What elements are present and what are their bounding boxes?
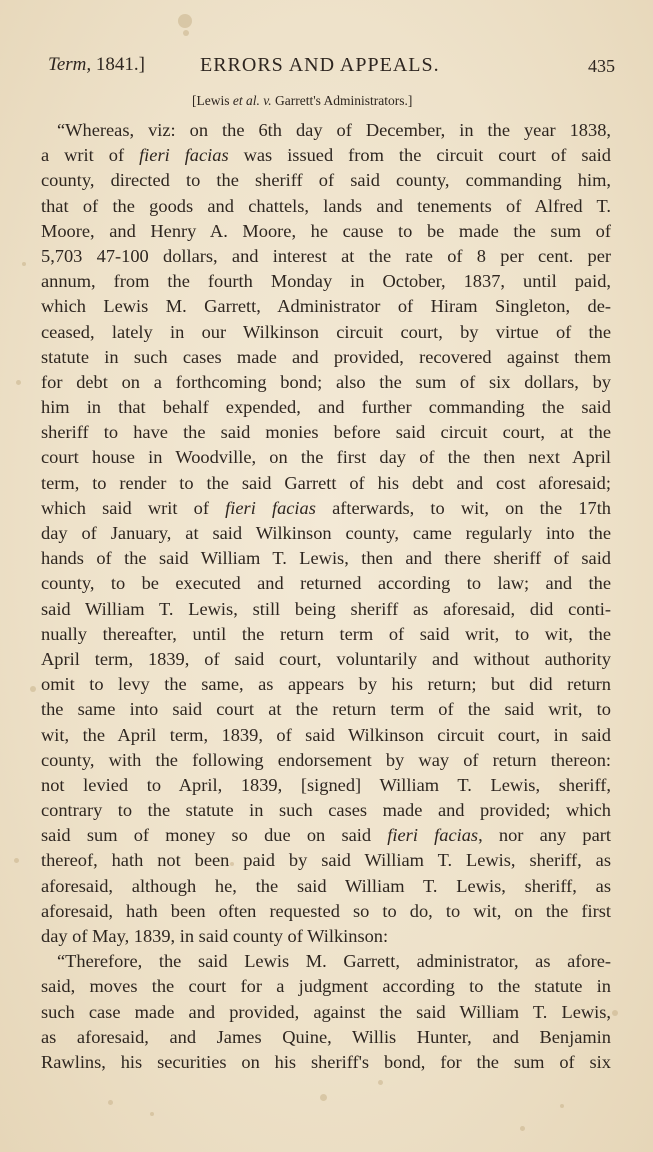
body-text <box>41 118 611 1075</box>
text-line: wit, the April term, 1839, of said Wilkinson circuit court, in said <box>41 724 611 745</box>
foxing-spot <box>178 14 192 28</box>
text-line: that of the goods and chattels, lands and tenements of Alfred T. <box>41 195 611 216</box>
text-line: sheriff to have the said monies before said circuit court, at the <box>41 422 611 443</box>
running-header <box>48 54 615 84</box>
italic-term: fieri facias <box>387 825 479 846</box>
text-line: statute in such cases made and provided, recovered against them <box>41 346 611 367</box>
text-line: day of May, 1839, in said county of Wilkinson: <box>41 926 389 946</box>
foxing-spot <box>520 1126 525 1131</box>
italic-term: fieri facias <box>139 145 229 166</box>
foxing-spot <box>30 686 36 692</box>
text-line: day of January, at said Wilkinson county, came regularly into the <box>41 523 611 543</box>
text-line: said, moves the court for a judgment according to the statute in <box>41 976 611 997</box>
foxing-spot <box>183 30 189 36</box>
text-line: annum, from the fourth Monday in October, 1837, until paid, <box>41 271 611 292</box>
text-line: Moore, and Henry A. Moore, he cause to be made the sum of <box>41 220 611 241</box>
text-line: ceased, lately in our Wilkinson circuit court, by virtue of the <box>41 321 611 342</box>
text-line: 5,703 47-100 dollars, and interest at the rate of 8 per cent. per <box>41 245 611 266</box>
page-number: 435 <box>588 56 615 76</box>
foxing-spot <box>108 1100 113 1105</box>
header-title: ERRORS AND APPEALS. <box>200 54 440 76</box>
text-line: a writ of fieri facias was issued from the circuit court of said <box>41 145 611 166</box>
text-line: as aforesaid, and James Quine, Willis Hunter, and Benjamin <box>41 1026 611 1047</box>
italic-term: fieri facias <box>225 497 316 518</box>
text-line: said sum of money so due on said fieri facias, nor any part <box>41 825 611 846</box>
text-line: April term, 1839, of said court, voluntarily and without authority <box>41 648 611 669</box>
text-line: aforesaid, although he, the said William T. Lewis, sheriff, as <box>41 875 611 896</box>
text-line: county, to be executed and returned according to law; and the <box>41 573 611 594</box>
text-line: nually thereafter, until the return term of said writ, to wit, the <box>41 623 611 644</box>
foxing-spot <box>612 1010 618 1016</box>
text-line: which Lewis M. Garrett, Administrator of Hiram Singleton, de- <box>41 296 611 317</box>
text-line: court house in Woodville, on the first day of the then next April <box>41 447 611 468</box>
text-line: Rawlins, his securities on his sheriff's bond, for the sum of six <box>41 1051 611 1072</box>
foxing-spot <box>14 858 19 863</box>
foxing-spot <box>378 1080 383 1085</box>
text-line: county, with the following endorsement by way of return thereon: <box>41 749 611 770</box>
foxing-spot <box>320 1094 327 1101</box>
text-line: “Therefore, the said Lewis M. Garrett, administrator, as afore- <box>57 951 611 972</box>
text-line: omit to levy the same, as appears by his return; but did return <box>41 674 611 695</box>
text-line: contrary to the statute in such cases made and provided; which <box>41 800 611 821</box>
text-line: such case made and provided, against the said William T. Lewis, <box>41 1001 611 1022</box>
text-line: “Whereas, viz: on the 6th day of December, in the year 1838, <box>57 120 611 140</box>
foxing-spot <box>16 380 21 385</box>
foxing-spot <box>560 1104 564 1108</box>
foxing-spot <box>150 1112 154 1116</box>
text-line: him in that behalf expended, and further commanding the said <box>41 397 611 418</box>
text-line: for debt on a forthcoming bond; also the sum of six dollars, by <box>41 371 611 392</box>
text-line: which said writ of fieri facias afterwards, to wit, on the 17th <box>41 497 612 518</box>
text-line: term, to render to the said Garrett of his debt and cost aforesaid; <box>41 472 611 493</box>
header-term: Term, 1841.] <box>48 54 145 75</box>
text-line: county, directed to the sheriff of said county, commanding him, <box>41 170 611 191</box>
foxing-spot <box>22 262 26 266</box>
text-line: hands of the said William T. Lewis, then and there sheriff of said <box>41 548 611 569</box>
text-line: the same into said court at the return term of the said writ, to <box>41 699 611 720</box>
case-citation: [Lewis et al. v. Garrett's Administrators.] <box>192 93 413 108</box>
text-line: not levied to April, 1839, [signed] William T. Lewis, sheriff, <box>41 774 611 795</box>
text-line: thereof, hath not been paid by said William T. Lewis, sheriff, as <box>41 850 611 871</box>
text-line: said William T. Lewis, still being sheriff as aforesaid, did conti- <box>41 598 611 619</box>
text-line: aforesaid, hath been often requested so to do, to wit, on the first <box>41 900 611 921</box>
